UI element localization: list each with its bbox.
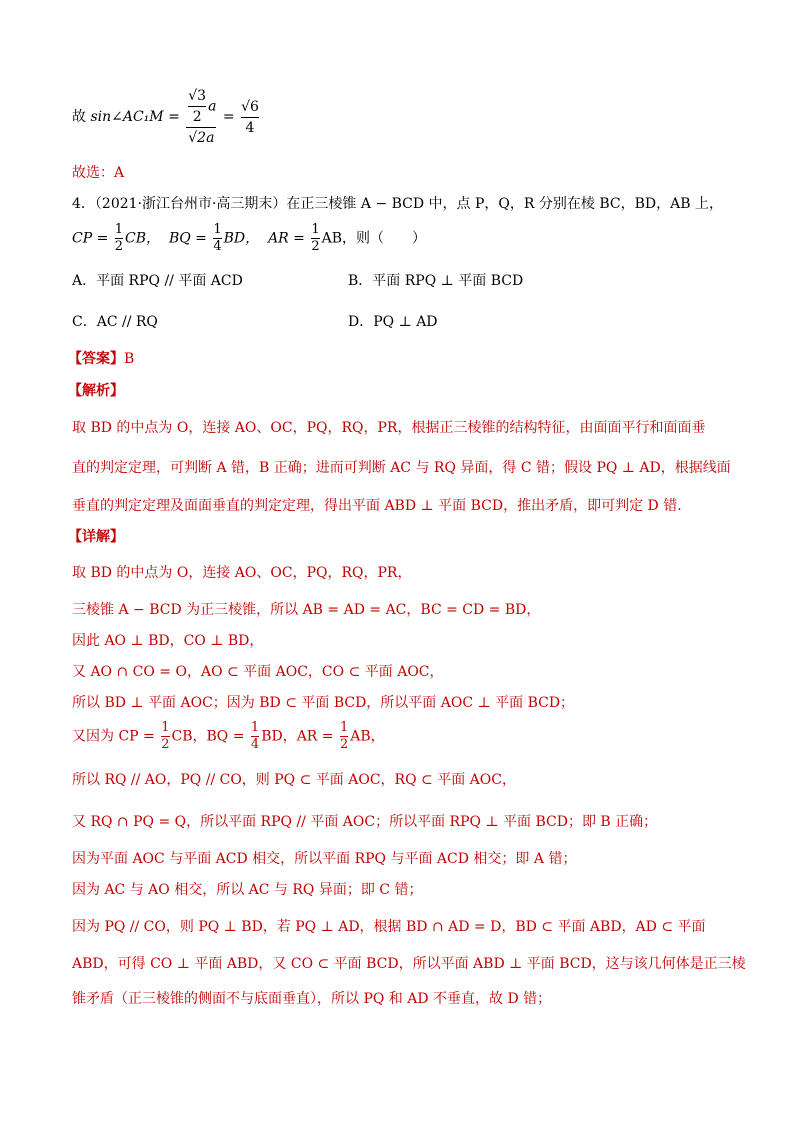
l6-n1: 1 bbox=[161, 720, 170, 735]
detail-line-10: 因为 AC 与 AO 相交，所以 AC 与 RQ 异面；即 C 错； bbox=[72, 882, 423, 898]
ar-fraction bbox=[311, 222, 319, 255]
l6-d1: 2 bbox=[161, 737, 170, 752]
analysis-line-1: 取 BD 的中点为 O，连接 AO、OC，PQ，RQ，PR，根据正三棱锥的结构特征，由面面平行和面面垂 bbox=[72, 420, 706, 436]
option-d: D．PQ ⊥ AD bbox=[348, 314, 438, 330]
cp-tail: CB， bbox=[125, 230, 161, 247]
formula-prefix: 故 bbox=[72, 109, 86, 125]
formula-lhs: sin∠AC₁M = bbox=[90, 109, 180, 125]
detail-line-11: 因为 PQ // CO，则 PQ ⊥ BD，若 PQ ⊥ AD，根据 BD ∩ AD = D，BD ⊂ 平面 ABD，AD ⊂ 平面 bbox=[72, 919, 706, 935]
cp-num: 1 bbox=[114, 222, 124, 237]
analysis-line-2: 直的判定定理，可判断 A 错，B 正确；进而可判断 AC 与 RQ 异面，得 C 错；假设 PQ ⊥ AD，根据线面 bbox=[72, 460, 731, 476]
l6-frac-3 bbox=[340, 720, 348, 753]
ar-num: 1 bbox=[311, 222, 320, 237]
detail-line-4: 又 AO ∩ CO = O，AO ⊂ 平面 AOC，CO ⊂ 平面 AOC， bbox=[72, 664, 444, 680]
ar-tail: AB，则（ ） bbox=[321, 230, 427, 247]
detail-line-5: 所以 BD ⊥ 平面 AOC；因为 BD ⊂ 平面 BCD，所以平面 AOC ⊥ 平面 BCD； bbox=[72, 695, 575, 711]
detail-line-13: 锥矛盾（正三棱锥的侧面不与底面垂直），所以 PQ 和 AD 不垂直，故 D 错； bbox=[72, 991, 552, 1007]
ar-den: 2 bbox=[311, 239, 320, 254]
bq-den: 4 bbox=[213, 239, 222, 254]
inner-fraction bbox=[188, 86, 206, 127]
outer-numerator bbox=[186, 86, 216, 127]
rhs-numerator: √6 bbox=[241, 98, 259, 115]
detail-line-6 bbox=[72, 720, 385, 753]
l6-d2: 4 bbox=[250, 737, 260, 752]
l6-c: BD，AR = bbox=[261, 728, 334, 745]
detail-line-8: 又 RQ ∩ PQ = Q，所以平面 RPQ // 平面 AOC；所以平面 RPQ ⊥ 平面 BCD；即 B 正确； bbox=[72, 814, 658, 830]
option-c: C．AC // RQ bbox=[72, 314, 158, 330]
answer-label: 【答案】 bbox=[68, 351, 124, 367]
question-stem: 4．（2021·浙江台州市·高三期末）在正三棱锥 A − BCD 中，点 P，Q，R 分别在棱 BC，BD，AB 上， bbox=[72, 196, 723, 212]
bq-tail: BD， bbox=[223, 230, 260, 247]
l6-e: AB， bbox=[350, 728, 385, 745]
inner-numerator: √3 bbox=[188, 88, 207, 104]
rhs-denominator: 4 bbox=[241, 117, 259, 138]
detail-line-9: 因为平面 AOC 与平面 ACD 相交，所以平面 RPQ 与平面 ACD 相交；即 A 错； bbox=[72, 851, 577, 867]
sine-formula bbox=[72, 86, 261, 148]
l6-d3: 2 bbox=[340, 737, 349, 752]
bq-fraction bbox=[213, 222, 221, 255]
answer-line bbox=[68, 350, 134, 368]
answer-value: B bbox=[124, 351, 135, 367]
previous-choice: 故选：A bbox=[72, 165, 125, 181]
cp-fraction bbox=[115, 222, 123, 255]
detail-line-7: 所以 RQ // AO，PQ // CO，则 PQ ⊂ 平面 AOC，RQ ⊂ 平面 AOC， bbox=[72, 772, 516, 788]
l6-b: CB，BQ = bbox=[171, 728, 245, 745]
l6-a: 又因为 CP = bbox=[72, 728, 155, 745]
inner-denominator: 2 bbox=[188, 106, 206, 127]
rhs-fraction bbox=[241, 97, 259, 138]
l6-n2: 1 bbox=[250, 720, 260, 735]
detail-line-12: ABD，可得 CO ⊥ 平面 ABD，又 CO ⊂ 平面 BCD，所以平面 ABD ⊥ 平面 BCD，这与该几何体是正三棱 bbox=[72, 956, 746, 972]
detail-line-3: 因此 AO ⊥ BD，CO ⊥ BD， bbox=[72, 633, 264, 649]
option-a: A．平面 RPQ // 平面 ACD bbox=[72, 273, 243, 289]
detail-line-1: 取 BD 的中点为 O，连接 AO、OC，PQ，RQ，PR， bbox=[72, 565, 412, 581]
detail-line-2: 三棱锥 A − BCD 为正三棱锥，所以 AB = AD = AC，BC = CD = BD， bbox=[72, 602, 541, 618]
question-conditions bbox=[72, 222, 426, 255]
l6-n3: 1 bbox=[340, 720, 349, 735]
detail-label: 【详解】 bbox=[68, 529, 124, 545]
cp-den: 2 bbox=[114, 239, 124, 254]
l6-frac-2 bbox=[251, 720, 259, 753]
bq-num: 1 bbox=[213, 222, 222, 237]
outer-denominator: √2a bbox=[186, 127, 216, 148]
cp-label: CP = bbox=[72, 230, 109, 247]
analysis-line-3: 垂直的判定定理及面面垂直的判定定理，得出平面 ABD ⊥ 平面 BCD，推出矛盾，即可判定 D 错. bbox=[72, 498, 682, 514]
l6-frac-1 bbox=[161, 720, 169, 753]
formula-equals: = bbox=[222, 109, 235, 125]
analysis-label: 【解析】 bbox=[68, 383, 124, 399]
ar-label: AR = bbox=[268, 230, 305, 247]
bq-label: BQ = bbox=[168, 230, 207, 247]
outer-fraction bbox=[186, 86, 216, 148]
option-b: B．平面 RPQ ⊥ 平面 BCD bbox=[348, 273, 524, 289]
inner-a: a bbox=[208, 98, 217, 115]
